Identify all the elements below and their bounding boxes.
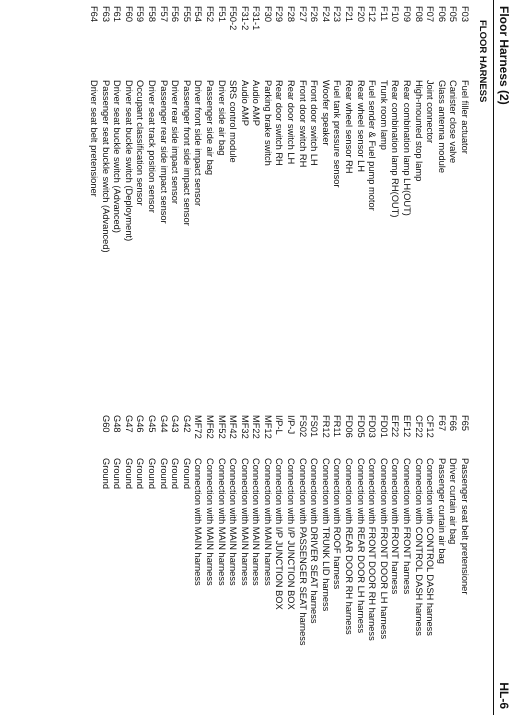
connector-code: G45	[146, 415, 157, 433]
connector-row	[180, 0, 192, 715]
connector-code: F50-2	[228, 6, 239, 31]
connector-row	[366, 0, 378, 715]
connector-code: I/P-J	[286, 415, 297, 435]
connector-description: Fuel sender & Fuel pump motor	[367, 80, 378, 211]
connector-description: Passenger seat belt pretensioner	[460, 458, 470, 595]
connector-row	[285, 0, 297, 715]
connector-row	[447, 0, 459, 715]
connector-code: F05	[448, 6, 459, 23]
page-number: HL-6	[497, 682, 511, 709]
connector-description: Connection with MAIN harness	[251, 458, 262, 586]
connector-code: EF22	[390, 415, 401, 438]
connector-description: Passenger rear side impact sensor	[158, 80, 169, 224]
connector-code: F55	[181, 6, 192, 23]
connector-code: CF22	[413, 415, 424, 438]
connector-description: Ground	[112, 458, 123, 490]
connector-description: Audio AMP	[251, 80, 262, 126]
connector-description: Connection with DRIVER SEAT harness	[309, 458, 320, 624]
connector-description: Glass antenna module	[436, 80, 447, 174]
connector-description: Passenger front side impact sensor	[181, 80, 192, 226]
connector-code: I/P-L	[274, 415, 285, 435]
connector-row	[273, 0, 285, 715]
connector-row	[458, 0, 470, 715]
connector-code: F07	[425, 6, 436, 23]
connector-description: Rear wheel sensor LH	[355, 80, 366, 172]
connector-code: F09	[402, 6, 413, 23]
connector-description: Connection with MAIN harness	[193, 458, 204, 586]
connector-list	[87, 0, 470, 715]
connector-row	[319, 0, 331, 715]
connector-description: Connection with FRONT DOOR LH harness	[378, 458, 389, 640]
connector-code: FR11	[332, 415, 343, 438]
connector-description: Connection with CONTROL DASH harness	[413, 458, 424, 636]
connector-description: Rear combination lamp RH(OUT)	[390, 80, 401, 218]
connector-code: F24	[320, 6, 331, 23]
connector-description: Trunk room lamp	[378, 80, 389, 150]
connector-code: MF32	[239, 415, 250, 439]
connector-description: Ground	[158, 458, 169, 490]
connector-row	[435, 0, 447, 715]
connector-description: Connection with MAIN harness	[204, 458, 215, 586]
connector-code: F52	[204, 6, 215, 23]
connector-code: F54	[193, 6, 204, 23]
connector-description: Connection with TRUNK LID harness	[320, 458, 331, 612]
connector-code: F11	[378, 6, 389, 22]
connector-code: F65	[460, 415, 470, 432]
connector-code: F20	[355, 6, 366, 23]
connector-code: F29	[274, 6, 285, 23]
connector-row	[227, 0, 239, 715]
connector-description: Ground	[170, 458, 181, 490]
connector-description: Fuel filler actuator	[460, 80, 470, 154]
connector-row	[134, 0, 146, 715]
connector-code: F21	[344, 6, 355, 23]
connector-description: Rear combination lamp LH(OUT)	[402, 80, 413, 216]
connector-row	[111, 0, 123, 715]
connector-code: F08	[413, 6, 424, 23]
connector-code: F67	[436, 415, 447, 432]
connector-code: FD05	[355, 415, 366, 438]
connector-code: F66	[448, 415, 459, 432]
connector-code: F31-1	[251, 6, 262, 31]
connector-row	[122, 0, 134, 715]
connector-description: SRS control module	[228, 80, 239, 163]
connector-description: Woofer speaker	[320, 80, 331, 146]
connector-description: Front door switch RH	[297, 80, 308, 168]
connector-row	[331, 0, 343, 715]
connector-code: F60	[123, 6, 134, 23]
connector-description: Driver seat buckle switch (Advanced)	[112, 80, 123, 233]
connector-row	[169, 0, 181, 715]
document-title: Floor Harness (2)	[497, 6, 511, 105]
connector-row	[296, 0, 308, 715]
connector-code: F64	[89, 6, 99, 23]
connector-description: Canister close valve	[448, 80, 459, 164]
connector-code: MF62	[204, 415, 215, 439]
connector-code: G43	[170, 415, 181, 433]
connector-row	[412, 0, 424, 715]
connector-code: MF42	[228, 415, 239, 439]
header-divider	[493, 0, 494, 715]
connector-code: FD06	[344, 415, 355, 438]
connector-row	[145, 0, 157, 715]
connector-description: Driver seat buckle switch (Deployment)	[123, 80, 134, 242]
connector-description: Connection with FRONT DOOR RH harness	[367, 458, 378, 641]
connector-description: Driver seat track position sensor	[146, 80, 157, 213]
connector-row	[238, 0, 250, 715]
connector-description: Connection with I/P JUNCTION BOX	[286, 458, 297, 610]
connector-description: Connection with MAIN harness	[228, 458, 239, 586]
connector-code: F27	[297, 6, 308, 23]
connector-description: Driver side air bag	[216, 80, 227, 156]
connector-row	[87, 0, 99, 715]
connector-row	[389, 0, 401, 715]
connector-code: F61	[112, 6, 123, 23]
connector-code: F06	[436, 6, 447, 23]
connector-code: FS01	[309, 415, 320, 438]
connector-code: MF12	[262, 415, 273, 439]
connector-description: Driver curtain air bag	[448, 458, 459, 545]
connector-description: Ground	[135, 458, 146, 490]
connector-description: Connection with PASSENGER SEAT harness	[297, 458, 308, 646]
connector-description: Driver rear side impact sensor	[170, 80, 181, 204]
connector-code: FD01	[378, 415, 389, 438]
connector-code: F23	[332, 6, 343, 23]
connector-description: Passenger seat buckle switch (Advanced)	[100, 80, 111, 253]
connector-code: F10	[390, 6, 401, 23]
connector-code: G46	[135, 415, 146, 433]
connector-description: Connection with ROOF harness	[332, 458, 343, 590]
connector-code: FR12	[320, 415, 331, 438]
connector-row	[308, 0, 320, 715]
connector-code: G60	[100, 415, 111, 433]
connector-row	[99, 0, 111, 715]
connector-description: Ground	[146, 458, 157, 490]
connector-description: Fuel tank pressure sensor	[332, 80, 343, 188]
connector-code: MF72	[193, 415, 204, 439]
connector-description: Driver front side impact sensor	[193, 80, 204, 207]
connector-description: Connection with MAIN harness	[239, 458, 250, 586]
connector-code: F59	[135, 6, 146, 23]
connector-description: Passenger side air bag	[204, 80, 215, 176]
connector-description: Connection with CONTROL DASH harness	[425, 458, 436, 636]
connector-description: Rear door switch RH	[274, 80, 285, 166]
connector-description: Ground	[181, 458, 192, 490]
connector-row	[400, 0, 412, 715]
connector-code: FS02	[297, 415, 308, 438]
connector-description: Parking brake switch	[262, 80, 273, 166]
connector-description: Ground	[100, 458, 111, 490]
connector-description: Connection with REAR DOOR LH harness	[355, 458, 366, 634]
connector-code: F26	[309, 6, 320, 23]
connector-code: F31-2	[239, 6, 250, 31]
connector-row	[354, 0, 366, 715]
connector-description: Rear door switch LH	[286, 80, 297, 165]
connector-row	[250, 0, 262, 715]
connector-row	[157, 0, 169, 715]
connector-description: Passenger curtain air bag	[436, 458, 447, 564]
connector-row	[377, 0, 389, 715]
connector-code: F58	[146, 6, 157, 23]
connector-code: MF22	[251, 415, 262, 439]
connector-code: F03	[460, 6, 470, 23]
connector-row	[215, 0, 227, 715]
connector-code: G47	[123, 415, 134, 433]
connector-description: Connection with REAR DOOR RH harness	[344, 458, 355, 635]
connector-code: MF52	[216, 415, 227, 439]
connector-description: Driver seat belt pretensioner	[89, 80, 99, 197]
connector-code: G42	[181, 415, 192, 433]
connector-description: Connection with FRONT harness	[390, 458, 401, 595]
connector-code: F56	[170, 6, 181, 23]
section-heading: FLOOR HARNESS	[477, 20, 488, 103]
connector-code: EF12	[402, 415, 413, 438]
connector-code: G44	[158, 415, 169, 433]
connector-code: F51	[216, 6, 227, 23]
connector-description: Front door switch LH	[309, 80, 320, 166]
connector-row	[203, 0, 215, 715]
connector-code: CF12	[425, 415, 436, 438]
connector-description: Audio AMP	[239, 80, 250, 126]
connector-description: Rear wheel sensor RH	[344, 80, 355, 174]
connector-row	[424, 0, 436, 715]
connector-description: Joint connector	[425, 80, 436, 144]
connector-code: F57	[158, 6, 169, 23]
connector-description: Connection with MAIN harness	[262, 458, 273, 586]
connector-description: Connection with FRONT harness	[402, 458, 413, 595]
connector-row	[192, 0, 204, 715]
connector-code: F12	[367, 6, 378, 23]
connector-code: F30	[262, 6, 273, 23]
connector-row	[261, 0, 273, 715]
connector-row	[342, 0, 354, 715]
connector-description: Connection with MAIN harness	[216, 458, 227, 586]
connector-code: G48	[112, 415, 123, 433]
connector-description: High-mounted stop lamp	[413, 80, 424, 182]
connector-description: Connection with I/P JUNCTION BOX	[274, 458, 285, 610]
connector-code: F63	[100, 6, 111, 23]
connector-code: FD03	[367, 415, 378, 438]
connector-description: Ground	[123, 458, 134, 490]
connector-code: F28	[286, 6, 297, 23]
connector-description: Occupant classification sensor	[135, 80, 146, 206]
